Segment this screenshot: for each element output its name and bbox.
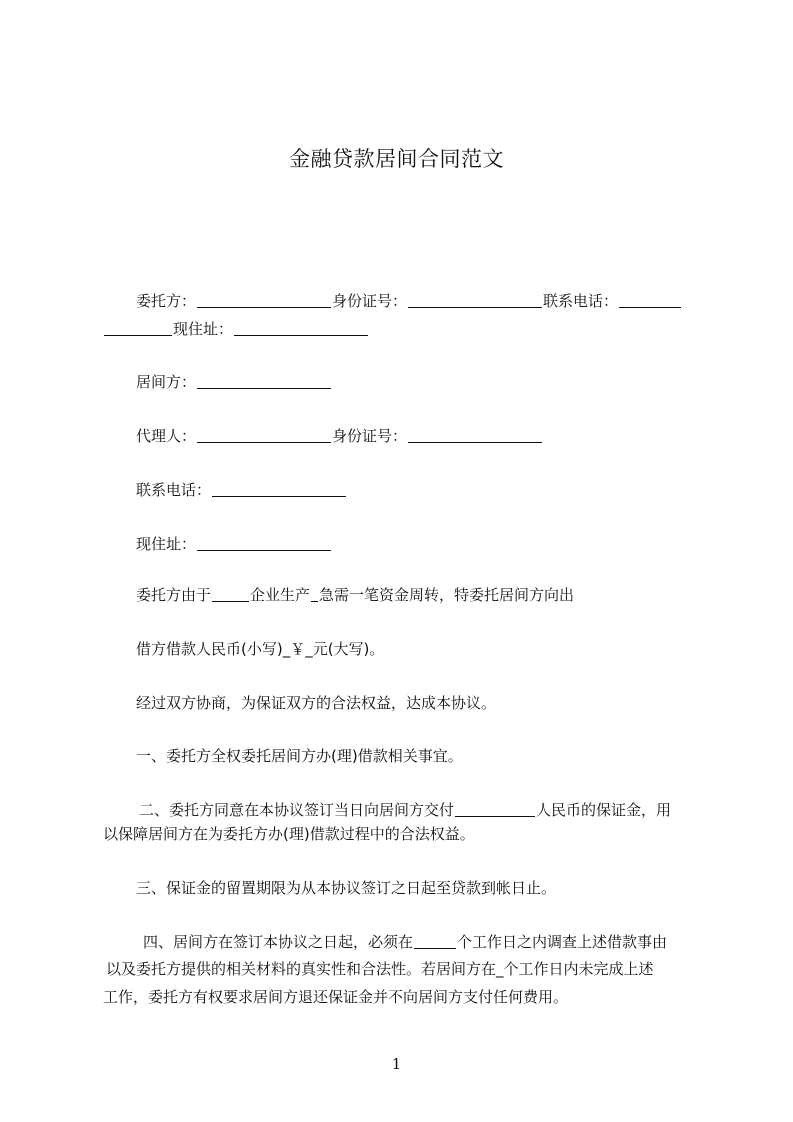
client-phone-field-continued[interactable]: [104, 320, 172, 336]
clause-2-line-2: 以保障居间方在为委托方办(理)借款过程中的合法权益。: [103, 825, 475, 843]
intermediary-label: 居间方：: [136, 373, 197, 391]
deposit-amount-field[interactable]: [455, 801, 535, 817]
clause-4-start: 四、居间方在签订本协议之日起，必须在: [143, 933, 414, 951]
phone-field[interactable]: [212, 481, 346, 497]
address-line: [103, 533, 736, 556]
clause-1: 一、委托方全权委托居间方办(理)借款相关事宜。: [136, 747, 463, 765]
purpose-line: [103, 584, 736, 607]
phone-line: [103, 479, 736, 502]
purpose-blank-1[interactable]: [212, 586, 249, 602]
purpose-blank-2[interactable]: [311, 586, 318, 602]
clause-3: 三、保证金的留置期限为从本协议签订之日起至贷款到帐日止。: [136, 879, 557, 897]
address-label: 现住址：: [136, 535, 197, 553]
intermediary-field[interactable]: [197, 373, 331, 389]
phone-label: 联系电话：: [136, 481, 212, 499]
clause-4-line-2: 以及委托方提供的相关材料的真实性和合法性。若居间方在_个工作日内未完成上述: [106, 960, 654, 978]
page-number: 1: [391, 1055, 402, 1073]
agent-id-field[interactable]: [408, 427, 542, 443]
agent-line: [103, 425, 736, 448]
client-phone-field[interactable]: [619, 292, 681, 308]
client-address-label: 现住址：: [173, 320, 234, 338]
client-id-label: 身份证号：: [332, 292, 408, 310]
clause-2-end: 人民币的保证金，用: [536, 801, 672, 819]
address-field[interactable]: [197, 535, 331, 551]
agent-label: 代理人：: [136, 427, 197, 445]
client-address-line: [103, 318, 703, 341]
client-address-field[interactable]: [234, 320, 368, 336]
purpose-end: 急需一笔资金周转，特委托居间方向出: [319, 586, 575, 604]
purpose-start: 委托方由于: [136, 586, 212, 604]
clause-4-line-1: [103, 931, 743, 954]
client-name-field[interactable]: [197, 292, 331, 308]
agent-id-label: 身份证号：: [332, 427, 408, 445]
client-info-line: [103, 290, 736, 313]
clause-4-end: 个工作日之内调查上述借款事由: [457, 933, 668, 951]
working-days-field[interactable]: [414, 933, 456, 949]
clause-2-start: 二、委托方同意在本协议签订当日向居间方交付: [139, 801, 455, 819]
intermediary-line: [103, 371, 736, 394]
purpose-middle: 企业生产: [250, 586, 311, 604]
client-id-field[interactable]: [408, 292, 542, 308]
loan-amount-line: 借方借款人民币(小写)_￥_元(大写)。: [136, 640, 385, 658]
agent-name-field[interactable]: [197, 427, 331, 443]
clause-2-line-1: [103, 799, 739, 822]
agreement-line: 经过双方协商，为保证双方的合法权益，达成本协议。: [136, 694, 497, 712]
clause-4-line-3: 工作，委托方有权要求居间方退还保证金并不向居间方支付任何费用。: [103, 988, 569, 1006]
document-title: 金融贷款居间合同范文: [289, 147, 504, 171]
client-phone-label: 联系电话：: [543, 292, 619, 310]
client-label: 委托方：: [136, 292, 197, 310]
